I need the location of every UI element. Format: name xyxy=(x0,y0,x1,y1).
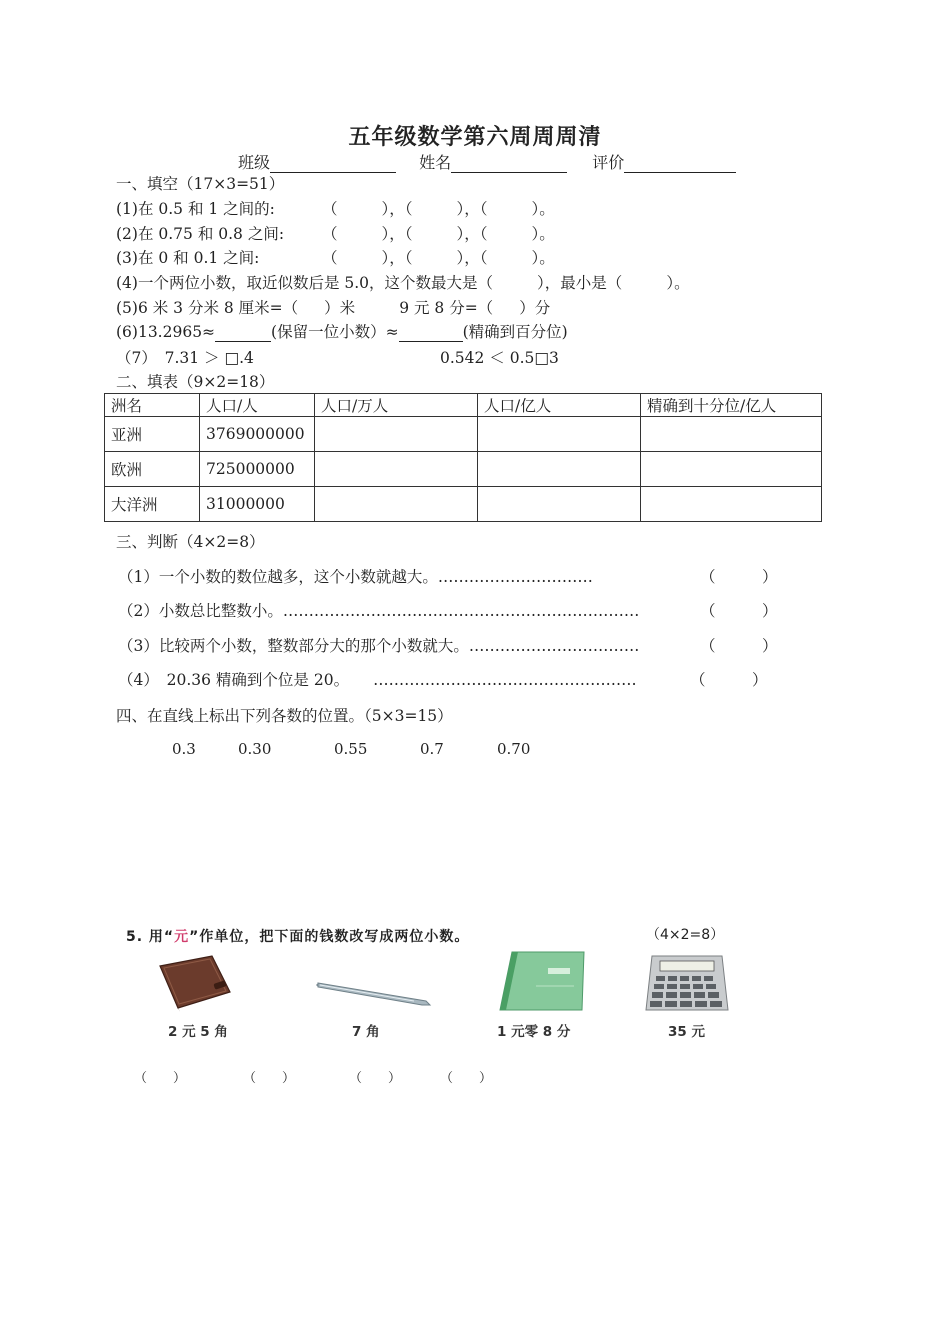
s5-suffix: ”作单位，把下面的钱数改写成两位小数。 xyxy=(189,929,470,945)
section5-heading xyxy=(126,926,469,946)
question-7b: 0.542 ＜ 0.5□3 xyxy=(440,349,559,367)
number-2: 0.30 xyxy=(238,740,272,758)
number-1: 0.3 xyxy=(172,740,196,758)
judge-paren-1[interactable]: （ ） xyxy=(700,568,778,586)
section5-score: （4×2=8） xyxy=(646,927,725,943)
judge-item-4 xyxy=(118,668,637,690)
table-cell: 大洋洲 xyxy=(105,487,200,522)
q1-blanks[interactable]: （ ），（ ），（ ）。 xyxy=(322,200,555,218)
table-header: 人口/亿人 xyxy=(478,394,641,417)
q5-text-b: ）米 xyxy=(324,299,356,317)
answer-cell[interactable] xyxy=(315,487,478,522)
student-info xyxy=(238,150,736,173)
answer-cell[interactable] xyxy=(478,487,641,522)
q2-blanks[interactable]: （ ），（ ），（ ）。 xyxy=(322,225,555,243)
table-row xyxy=(105,452,822,487)
class-label: 班级 xyxy=(238,153,271,172)
table-header: 洲名 xyxy=(105,394,200,417)
notebook-icon xyxy=(498,950,586,1014)
judge-dots: …………………………… xyxy=(468,637,640,655)
table-header: 精确到十分位/亿人 xyxy=(641,394,822,417)
calculator-icon xyxy=(644,952,730,1014)
answer-cell[interactable] xyxy=(478,452,641,487)
table-row xyxy=(105,487,822,522)
answer-cell[interactable] xyxy=(315,417,478,452)
number-5: 0.70 xyxy=(497,740,531,758)
q4-text-b: ），最小是（ xyxy=(537,274,623,292)
question-3 xyxy=(116,246,259,268)
answer-paren-4[interactable]: （ ） xyxy=(440,1071,493,1086)
answer-cell[interactable] xyxy=(315,452,478,487)
money-label-1: 2 元 5 角 xyxy=(168,1024,228,1040)
table-header-row xyxy=(105,394,822,417)
table-header: 人口/人 xyxy=(200,394,315,417)
money-label-3: 1 元零 8 分 xyxy=(497,1024,571,1040)
answer-paren-1[interactable]: （ ） xyxy=(134,1071,187,1086)
judge-text: （3）比较两个小数，整数部分大的那个小数就大。 xyxy=(118,637,469,655)
answer-cell[interactable] xyxy=(641,487,822,522)
section1-heading: 一、填空（17×3=51） xyxy=(116,175,285,193)
question-6 xyxy=(116,320,568,342)
judge-item-2 xyxy=(118,599,639,621)
money-label-4: 35 元 xyxy=(668,1024,705,1040)
pen-icon xyxy=(314,975,434,1009)
s5-unit: 元 xyxy=(174,929,190,945)
answer-cell[interactable] xyxy=(478,417,641,452)
q3-text: (3)在 0 和 0.1 之间: xyxy=(116,249,260,267)
judge-dots: …………………………………………………………… xyxy=(282,602,640,620)
page-title: 五年级数学第六周周周清 xyxy=(348,124,602,150)
judge-dots: …………………………………………… xyxy=(373,671,637,689)
judge-paren-2[interactable]: （ ） xyxy=(700,602,778,620)
q6-text-a: (6)13.2965≈ xyxy=(116,323,216,341)
judge-text: （2）小数总比整数小。 xyxy=(118,602,283,620)
number-3: 0.55 xyxy=(334,740,368,758)
class-blank[interactable] xyxy=(270,156,396,173)
question-4 xyxy=(116,271,690,293)
answer-paren-3[interactable]: （ ） xyxy=(349,1071,402,1086)
judge-text: （1）一个小数的数位越多，这个小数就越大。 xyxy=(118,568,438,586)
section2-heading: 二、填表（9×2=18） xyxy=(116,373,275,391)
money-label-2: 7 角 xyxy=(352,1024,380,1040)
q5-text-c: 9 元 8 分=（ xyxy=(399,299,494,317)
s5-prefix: 5. 用“ xyxy=(126,929,175,945)
table-cell: 欧洲 xyxy=(105,452,200,487)
table-header: 人口/万人 xyxy=(315,394,478,417)
answer-paren-2[interactable]: （ ） xyxy=(243,1071,296,1086)
q4-text-a: (4)一个两位小数，取近似数后是 5.0，这个数最大是（ xyxy=(116,274,494,292)
judge-dots: ………………………… xyxy=(437,568,593,586)
grade-blank[interactable] xyxy=(624,156,736,173)
name-label: 姓名 xyxy=(419,153,452,172)
q1-text: (1)在 0.5 和 1 之间的: xyxy=(116,200,275,218)
grade-label: 评价 xyxy=(592,153,625,172)
q6-blank-1[interactable] xyxy=(215,325,271,342)
answer-cell[interactable] xyxy=(641,417,822,452)
table-cell: 725000000 xyxy=(200,452,315,487)
q3-blanks[interactable]: （ ），（ ），（ ）。 xyxy=(322,249,555,267)
q5-text-d: ）分 xyxy=(519,299,551,317)
q6-text-c: (精确到百分位) xyxy=(462,323,568,341)
judge-paren-4[interactable]: （ ） xyxy=(690,671,768,689)
q4-text-c: ）。 xyxy=(666,274,690,292)
name-blank[interactable] xyxy=(451,156,567,173)
answer-cell[interactable] xyxy=(641,452,822,487)
question-5 xyxy=(116,296,550,318)
question-7a: （7） 7.31 ＞ □.4 xyxy=(116,349,254,367)
q6-text-b: (保留一位小数）≈ xyxy=(271,323,399,341)
q6-blank-2[interactable] xyxy=(399,325,463,342)
judge-item-1 xyxy=(118,565,593,587)
question-1 xyxy=(116,197,275,219)
section4-heading: 四、在直线上标出下列各数的位置。（5×3=15） xyxy=(116,707,453,725)
number-4: 0.7 xyxy=(420,740,444,758)
table-cell: 3769000000 xyxy=(200,417,315,452)
table-cell: 亚洲 xyxy=(105,417,200,452)
table-row xyxy=(105,417,822,452)
wallet-icon xyxy=(152,952,234,1014)
population-table xyxy=(104,393,822,522)
judge-text: （4） 20.36 精确到个位是 20。 xyxy=(118,671,350,689)
section3-heading: 三、判断（4×2=8） xyxy=(116,533,265,551)
question-2 xyxy=(116,222,284,244)
judge-paren-3[interactable]: （ ） xyxy=(700,637,778,655)
q5-text-a: (5)6 米 3 分米 8 厘米=（ xyxy=(116,299,299,317)
table-cell: 31000000 xyxy=(200,487,315,522)
judge-item-3 xyxy=(118,634,639,656)
q2-text: (2)在 0.75 和 0.8 之间: xyxy=(116,225,285,243)
